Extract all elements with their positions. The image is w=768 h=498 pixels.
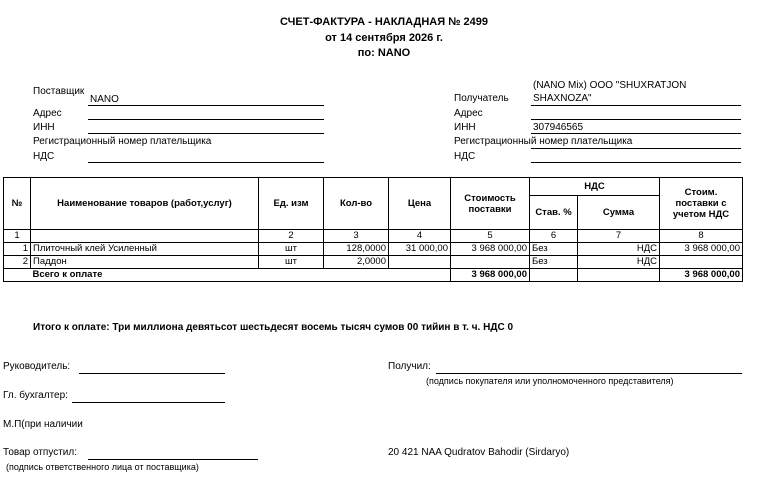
table-row xyxy=(4,256,743,269)
row-price: 31 000,00 xyxy=(389,243,451,256)
total-row xyxy=(4,269,743,282)
total-row-vat-sum xyxy=(578,269,660,282)
supplier-address-label: Адрес xyxy=(33,108,62,119)
recipient-reg-line xyxy=(531,148,741,149)
col-number-7: 7 xyxy=(578,230,660,243)
row-qty: 128,0000 xyxy=(324,243,389,256)
row-total: 3 968 000,00 xyxy=(660,243,743,256)
row-name: Паддон xyxy=(31,256,259,269)
row-num: 2 xyxy=(4,256,31,269)
supplier-vat-line xyxy=(88,162,324,163)
header-cost: Стоимость поставки xyxy=(451,178,530,230)
accountant-signature-line xyxy=(72,402,225,403)
recipient-address-label: Адрес xyxy=(454,108,483,119)
header-qty: Кол-во xyxy=(324,178,389,230)
header-num: № xyxy=(4,178,31,230)
supplier-label: Поставщик xyxy=(33,86,85,97)
invoice-title: СЧЕТ-ФАКТУРА - НАКЛАДНАЯ № 2499 xyxy=(280,16,488,28)
header-vat-rate: Став. % xyxy=(530,196,578,230)
supplier-inn-label: ИНН xyxy=(33,122,55,133)
invoice-table xyxy=(3,177,743,282)
supplier-inn-line xyxy=(88,133,324,134)
released-signature-line xyxy=(88,459,258,460)
stamp-label: М.П(при наличии xyxy=(3,419,83,430)
released-note: (подпись ответственного лица от поставщика) xyxy=(6,462,199,472)
row-name: Плиточный клей Усиленный xyxy=(31,243,259,256)
received-note: (подпись покупателя или уполномоченного представителя) xyxy=(426,376,674,386)
recipient-address-line xyxy=(531,119,741,120)
recipient-value-line2: SHAXNOZA" xyxy=(533,93,592,104)
manager-signature-line xyxy=(79,373,225,374)
row-cost xyxy=(451,256,530,269)
row-vat-rate: Без xyxy=(530,243,578,256)
col-number-3: 3 xyxy=(324,230,389,243)
col-number-8: 8 xyxy=(660,230,743,243)
supplier-vat-label: НДС xyxy=(33,151,55,162)
header-unit: Ед. изм xyxy=(259,178,324,230)
manager-label: Руководитель: xyxy=(3,361,71,372)
recipient-value-line1: (NANO Mix) OOO "SHUXRATJON xyxy=(533,80,687,91)
row-vat-sum: НДС xyxy=(578,243,660,256)
supplier-reg-label: Регистрационный номер плательщика xyxy=(33,136,212,147)
supplier-line xyxy=(88,105,324,106)
col-number-5: 5 xyxy=(451,230,530,243)
supplier-address-line xyxy=(88,119,324,120)
released-label: Товар отпустил: xyxy=(3,447,77,458)
recipient-inn-label: ИНН xyxy=(454,122,476,133)
header-vat: НДС xyxy=(530,178,660,196)
header-total: Стоим. поставки с учетом НДС xyxy=(660,178,743,230)
col-number-1b xyxy=(31,230,259,243)
recipient-inn-line xyxy=(531,133,741,134)
recipient-reg-label: Регистрационный номер плательщика xyxy=(454,136,633,147)
proxy-line: 20 421 NAA Qudratov Bahodir (Sirdaryo) xyxy=(388,447,570,458)
total-in-words: Итого к оплате: Три миллиона девятьсот шестьдесят восемь тысяч сумов 00 тийин в т. ч. НДС 0 xyxy=(33,322,514,333)
received-label: Получил: xyxy=(388,361,431,372)
recipient-label: Получатель xyxy=(454,93,509,104)
total-row-vat-rate xyxy=(530,269,578,282)
supplier-value: NANO xyxy=(90,94,119,105)
total-row-blank xyxy=(4,269,31,282)
header-price: Цена xyxy=(389,178,451,230)
header-vat-sum: Сумма xyxy=(578,196,660,230)
row-vat-rate: Без xyxy=(530,256,578,269)
row-price xyxy=(389,256,451,269)
col-number-1: 1 xyxy=(4,230,31,243)
row-unit: шт xyxy=(259,256,324,269)
table-row xyxy=(4,243,743,256)
row-cost: 3 968 000,00 xyxy=(451,243,530,256)
row-qty: 2,0000 xyxy=(324,256,389,269)
row-num: 1 xyxy=(4,243,31,256)
invoice-basis: по: NANO xyxy=(357,47,411,59)
invoice-date: от 14 сентября 2026 г. xyxy=(325,32,443,44)
total-row-cost: 3 968 000,00 xyxy=(451,269,530,282)
total-row-label: Всего к оплате xyxy=(31,269,451,282)
recipient-line xyxy=(531,105,741,106)
received-signature-line xyxy=(436,373,742,374)
accountant-label: Гл. бухгалтер: xyxy=(3,390,68,401)
row-total xyxy=(660,256,743,269)
col-number-4: 4 xyxy=(389,230,451,243)
row-unit: шт xyxy=(259,243,324,256)
recipient-vat-line xyxy=(531,162,741,163)
recipient-vat-label: НДС xyxy=(454,151,476,162)
col-number-6: 6 xyxy=(530,230,578,243)
header-name: Наименование товаров (работ,услуг) xyxy=(31,178,259,230)
recipient-inn-value: 307946565 xyxy=(533,122,584,133)
col-number-2: 2 xyxy=(259,230,324,243)
total-row-total: 3 968 000,00 xyxy=(660,269,743,282)
row-vat-sum: НДС xyxy=(578,256,660,269)
